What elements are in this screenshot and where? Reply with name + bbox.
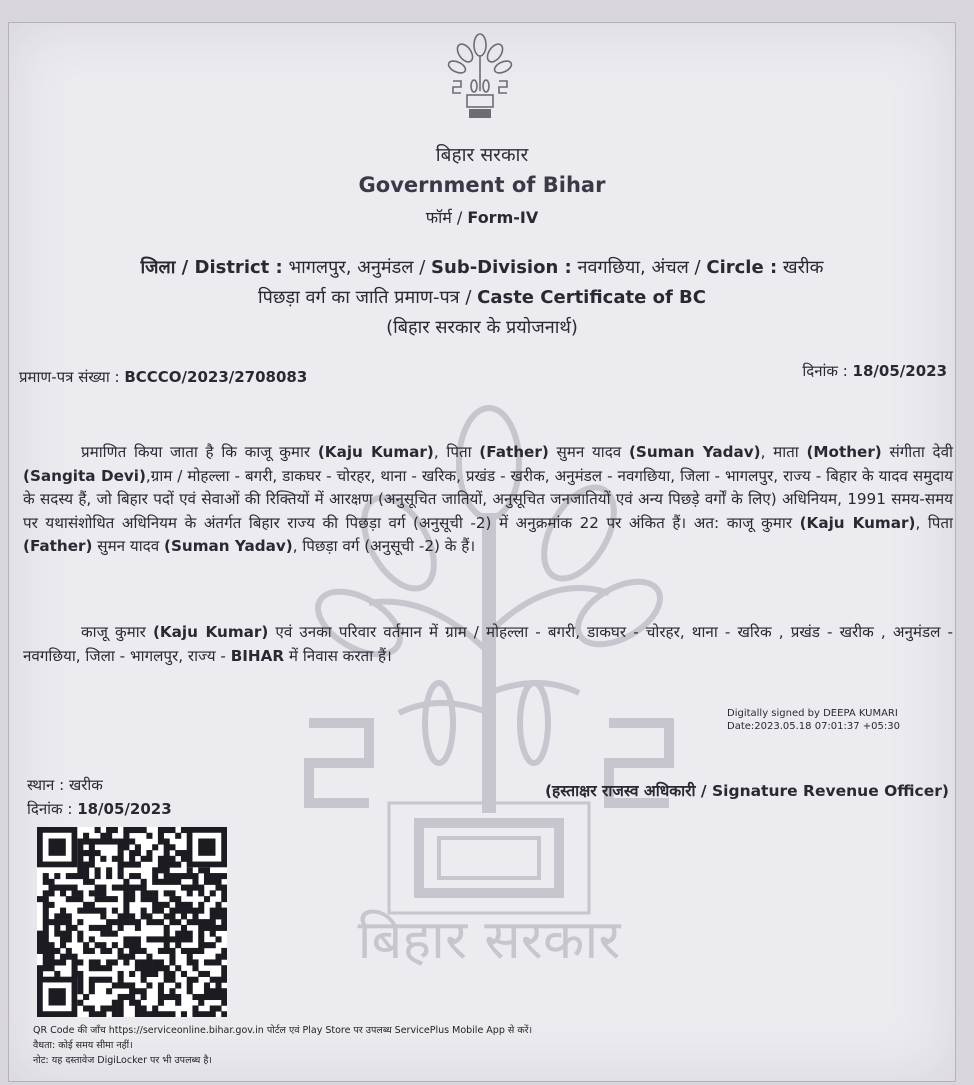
certification-paragraph [23, 441, 953, 559]
footer-digilocker-note: नोट: यह दस्तावेज DigiLocker पर भी उपलब्ध है। [33, 1055, 212, 1066]
footer-validity: वैधता: कोई समय सीमा नहीं। [33, 1040, 133, 1051]
issue-date-line [27, 799, 172, 819]
subdivision-value: नवगछिया, [577, 257, 646, 278]
certificate-page [8, 22, 956, 1082]
form-title-hindi: फॉर्म / [425, 208, 463, 227]
para2-state: BIHAR [230, 646, 285, 665]
footer-qr-note: QR Code की जाँच https://serviceonline.bihar.gov.in पोर्टल एवं Play Store पर उपलब्ध ServicePlus Mobile App से करें। [33, 1025, 533, 1036]
certificate-date-value: 18/05/2023 [852, 362, 947, 380]
form-title [9, 206, 955, 228]
digital-signature-date: Date:2023.05.18 07:01:37 +05:30 [727, 721, 900, 732]
para1-mother-name: (Sangita Devi) [23, 466, 146, 485]
para1-father-name: (Suman Yadav) [628, 443, 761, 461]
certificate-number-label: प्रमाण-पत्र संख्या : [19, 368, 120, 386]
residence-paragraph [23, 621, 953, 668]
para1-text: सुमन यादव [92, 537, 164, 555]
circle-label: Circle : [706, 257, 778, 278]
circle-value: खरीक [782, 257, 824, 278]
certificate-number [19, 367, 307, 387]
purpose-line: (बिहार सरकार के प्रयोजनार्थ) [386, 317, 578, 338]
para1-text: , पिछड़ा वर्ग (अनुसूची -2) के हैं। [292, 537, 476, 555]
caste-cert-english: Caste Certificate of BC [477, 287, 706, 308]
certificate-number-value: BCCCO/2023/2708083 [124, 368, 308, 386]
digital-signature-name: Digitally signed by DEEPA KUMARI [727, 708, 898, 719]
para1-text: ,ग्राम / मोहल्ला - बगरी, डाकघर - चोरहर, थाना - खरिक, प्रखंड - खरीक, अनुमंडल - नवगछिया, जिला - भागलपुर, राज्य - बिहार के यादव समुदाय के सदस्य हैं, जो बिहार पदों एवं सेवाओं की रिक्तियों में आरक्षण (अनुसूचित जातियों, अनुसूचित जनजातियों एवं अन्य पिछड़े वर्गों के लिए) अधिनियम, 1991 समय-समय पर यथासंशोधित अधिनियम के अंतर्गत बिहार राज्य की पिछड़ा वर्ग (अनुसूची -2) में अनुक्रमांक 22 पर अंकित हैं। अत: काजू कुमार [23, 466, 953, 532]
district-label: जिला / District : [140, 257, 283, 278]
certificate-date [802, 361, 947, 381]
subdivision-label-hindi: अनुमंडल / [357, 257, 426, 278]
para1-text: सुमन यादव [548, 443, 629, 461]
para1-name: (Kaju Kumar) [799, 513, 916, 532]
bihar-emblem-icon [447, 31, 513, 121]
para2-name: (Kaju Kumar) [152, 623, 269, 641]
issue-date-value: 18/05/2023 [77, 800, 172, 818]
para1-name: (Kaju Kumar) [317, 443, 434, 461]
digital-signature [727, 707, 900, 733]
certificate-date-label: दिनांक : [802, 362, 848, 380]
para2-text: काजू कुमार [81, 623, 153, 641]
place-label: स्थान : [27, 776, 65, 794]
district-line [9, 255, 955, 279]
signature-officer: (हस्ताक्षर राजस्व अधिकारी / Signature Revenue Officer) [544, 782, 949, 800]
caste-certificate-title [9, 285, 955, 309]
district-value: भागलपुर, [288, 257, 352, 278]
qr-code[interactable] [37, 827, 227, 1017]
caste-cert-hindi: पिछड़ा वर्ग का जाति प्रमाण-पत्र / [258, 287, 472, 308]
circle-label-hindi: अंचल / [651, 257, 701, 278]
para1-text: , माता [760, 443, 807, 461]
para1-text: , पिता [915, 513, 953, 532]
para2-text: में निवास करता हैं। [284, 646, 392, 665]
para1-mother-label: (Mother) [806, 443, 882, 461]
watermark-text: बिहार सरकार [357, 908, 621, 971]
form-title-english: Form-IV [467, 208, 539, 227]
para1-father-label: (Father) [23, 537, 93, 555]
para1-text: संगीता देवी [881, 443, 953, 461]
title-hindi: बिहार सरकार [435, 144, 529, 166]
para1-father-label: (Father) [479, 443, 549, 461]
para2-text: एवं उनका परिवार वर्तमान में ग्राम / मोहल्ला - बगरी, डाकघर - चोरहर, थाना - खरिक , प्रखंड - खरीक , अनुमंडल - नवगछिया, जिला - भागलपुर, राज्य - [23, 623, 953, 665]
subdivision-label: Sub-Division : [431, 257, 572, 278]
place-value: खरीक [68, 776, 103, 794]
place-line [27, 775, 103, 795]
title-english: Government of Bihar [358, 173, 606, 197]
para1-text: , पिता [433, 443, 480, 461]
issue-date-label: दिनांक : [27, 800, 73, 818]
para1-father-name: (Suman Yadav) [164, 537, 293, 555]
para1-text: प्रमाणित किया जाता है कि काजू कुमार [81, 443, 318, 461]
